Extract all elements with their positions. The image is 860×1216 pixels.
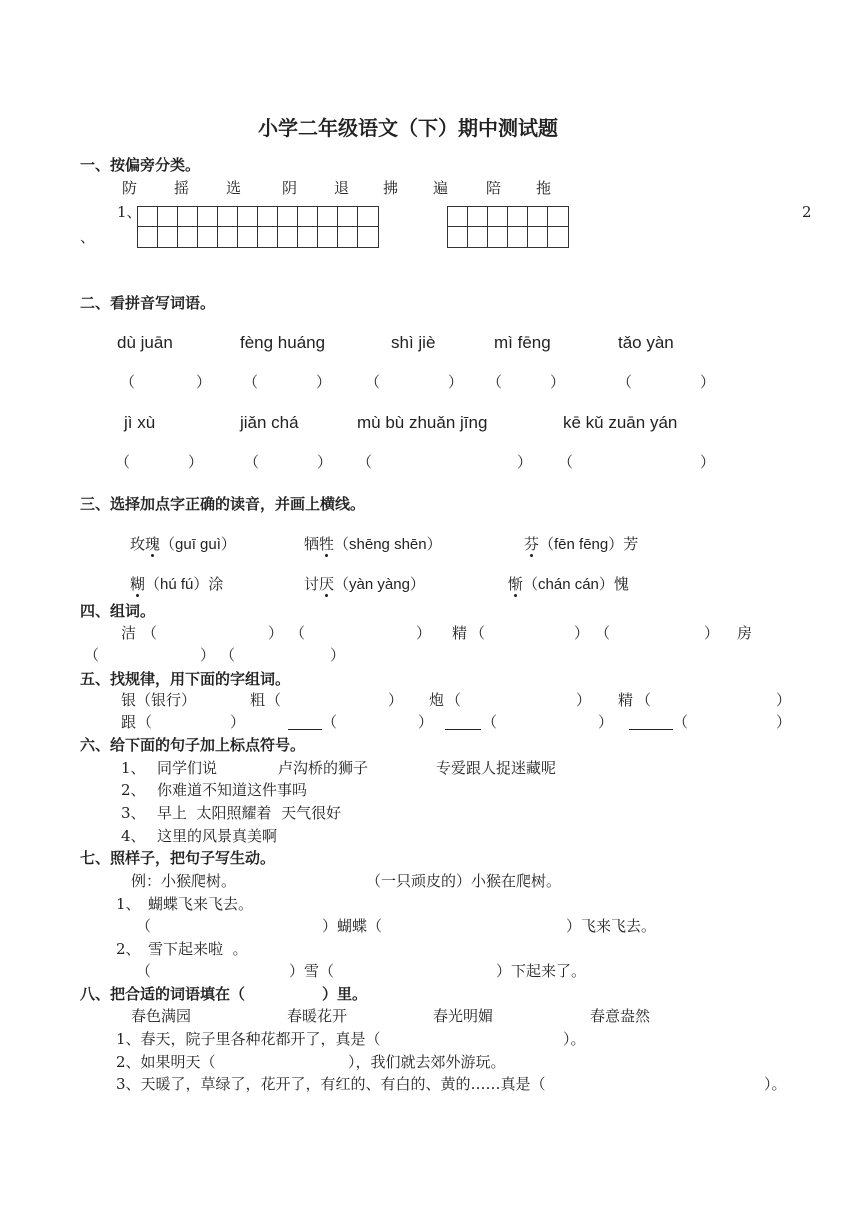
radical-char: 退 (334, 179, 350, 197)
radical-char: 防 (122, 179, 138, 197)
word-option: 春色满园 (131, 1007, 192, 1025)
radical-char: 选 (226, 179, 242, 197)
sentence-part: 这里的风景真美啊 (157, 827, 278, 845)
section-1-heading: 一、按偏旁分类。 (80, 156, 201, 174)
paren-close: ） (704, 624, 720, 642)
choice-item[interactable]: 牺牲（shēng shēn） (304, 535, 442, 553)
paren-close: ） (776, 691, 792, 709)
paren-close: ） (700, 373, 716, 391)
group-2-label-suffix: 、 (80, 228, 96, 246)
paren-open: （ (266, 691, 282, 709)
paren-close: ） (230, 713, 246, 731)
paren-open: （ (137, 713, 153, 731)
radical-char: 阴 (282, 179, 298, 197)
paren-open: （ (243, 373, 259, 391)
paren-open: （ (617, 373, 633, 391)
paren-close: ） (196, 373, 212, 391)
word-char: 炮 (429, 691, 445, 709)
paren-close: ） (200, 646, 216, 664)
paren-close: ） (268, 624, 284, 642)
example-text: （一只顽皮的）小猴在爬树。 (366, 872, 562, 890)
example-word: 银（银行） (121, 691, 197, 709)
fill-sentence: 1、春天，院子里各种花都开了，真是（ (116, 1030, 381, 1048)
answer-blank[interactable] (629, 715, 673, 733)
sentence-part: 同学们说 (157, 759, 218, 777)
paren-close: ） (517, 453, 533, 471)
page-title: 小学二年级语文（下）期中测试题 (258, 116, 558, 140)
paren-open: （ (636, 691, 652, 709)
word-char: 房 (737, 624, 753, 642)
fill-sentence-end: ）。 (764, 1075, 787, 1093)
sentence-part: 早上 太阳照耀着 天气很好 (157, 804, 342, 822)
paren-open: （ (446, 691, 462, 709)
paren-close: ） (700, 453, 716, 471)
paren-open: （ (290, 624, 306, 642)
paren-close: ） (418, 713, 434, 731)
item-number: 1、 (116, 895, 141, 913)
choice-item[interactable]: 糊（hú fú）涂 (130, 575, 224, 593)
pinyin: mù bù zhuǎn jīng (357, 413, 488, 432)
fill-sentence: 2、如果明天（ (116, 1053, 216, 1071)
section-8-heading: 八、把合适的词语填在（ (80, 985, 246, 1003)
paren-open: （ (120, 373, 136, 391)
paren-close: ） (550, 373, 566, 391)
item-number: 2、 (116, 940, 141, 958)
radical-char: 摇 (174, 179, 190, 197)
paren-close: ） (574, 624, 590, 642)
paren-close: ） (416, 624, 432, 642)
word-option: 春暖花开 (287, 1007, 348, 1025)
choice-item[interactable]: 芬（fēn fēng）芳 (524, 535, 639, 553)
paren-open: （ (142, 624, 158, 642)
section-6-heading: 六、给下面的句子加上标点符号。 (80, 736, 306, 754)
group-2-label: 2 (802, 203, 812, 221)
word-char: 跟 (121, 713, 137, 731)
word-option: 春光明媚 (433, 1007, 494, 1025)
paren-open: （ (673, 713, 689, 731)
paren-open: （ (482, 713, 498, 731)
section-4-heading: 四、组词。 (80, 602, 156, 620)
radical-char: 拂 (383, 179, 399, 197)
paren-open: （ (136, 962, 152, 980)
section-5-heading: 五、找规律，用下面的字组词。 (80, 670, 291, 688)
example-text: 例：小猴爬树。 (131, 872, 237, 890)
paren-open: （ (322, 713, 338, 731)
fill-sentence-end: ），我们就去郊外游玩。 (348, 1053, 506, 1071)
radical-char: 遍 (433, 179, 449, 197)
fill-sentence-end: ）。 (563, 1030, 586, 1048)
paren-open: （ (365, 373, 381, 391)
fill-text: ）雪（ (289, 962, 335, 980)
choice-item[interactable]: 讨厌（yàn yàng） (304, 575, 425, 593)
paren-open: （ (84, 646, 100, 664)
paren-close: ） (316, 373, 332, 391)
pinyin: jì xù (124, 413, 156, 432)
fill-text: ）蝴蝶（ (322, 917, 383, 935)
pinyin: dù juān (117, 333, 173, 352)
paren-open: （ (244, 453, 260, 471)
question-text: 蝴蝶飞来飞去。 (148, 895, 254, 913)
pinyin: kē kǔ zuān yán (563, 413, 678, 432)
paren-close: ） (330, 646, 346, 664)
word-char: 洁 (121, 624, 137, 642)
section-8-heading-end: ）里。 (322, 985, 368, 1003)
item-number: 4、 (121, 827, 146, 845)
paren-close: ） (598, 713, 614, 731)
sentence-part: 专爱跟人捉迷藏呢 (436, 759, 557, 777)
pinyin: jiǎn chá (240, 413, 299, 432)
question-text: 雪下起来啦 。 (148, 940, 248, 958)
fill-text: ）下起来了。 (496, 962, 587, 980)
sentence-part: 你难道不知道这件事吗 (157, 781, 308, 799)
paren-open: （ (115, 453, 131, 471)
paren-open: （ (357, 453, 373, 471)
item-number: 1、 (121, 759, 146, 777)
choice-item[interactable]: 玫瑰（guī guì） (130, 535, 236, 553)
fill-text: ）飞来飞去。 (566, 917, 657, 935)
writing-grid-1[interactable] (137, 206, 379, 248)
item-number: 3、 (121, 804, 146, 822)
pinyin: tǎo yàn (618, 333, 674, 352)
paren-close: ） (317, 453, 333, 471)
paren-close: ） (188, 453, 204, 471)
paren-close: ） (576, 691, 592, 709)
fill-sentence: 3、天暖了，草绿了，花开了，有红的、有白的、黄的……真是（ (116, 1075, 546, 1093)
pinyin: mì fēng (494, 333, 551, 352)
pinyin: shì jiè (391, 333, 436, 352)
paren-open: （ (487, 373, 503, 391)
word-char: 精 (618, 691, 634, 709)
pinyin: fèng huáng (240, 333, 326, 352)
word-char: 粗 (250, 691, 266, 709)
item-number: 2、 (121, 781, 146, 799)
word-option: 春意盎然 (590, 1007, 651, 1025)
paren-close: ） (776, 713, 792, 731)
sentence-part: 卢沟桥的狮子 (278, 759, 369, 777)
choice-item[interactable]: 惭（chán cán）愧 (508, 575, 629, 593)
radical-char: 拖 (536, 179, 552, 197)
word-char: 精 (452, 624, 468, 642)
section-7-heading: 七、照样子，把句子写生动。 (80, 849, 276, 867)
paren-open: （ (470, 624, 486, 642)
section-2-heading: 二、看拼音写词语。 (80, 294, 216, 312)
paren-open: （ (558, 453, 574, 471)
answer-blank[interactable] (445, 715, 481, 733)
paren-open: （ (136, 917, 152, 935)
radical-char: 陪 (486, 179, 502, 197)
answer-blank[interactable] (288, 715, 322, 733)
section-3-heading: 三、选择加点字正确的读音，并画上横线。 (80, 495, 366, 513)
group-1-label: 1、 (117, 203, 142, 221)
paren-open: （ (220, 646, 236, 664)
writing-grid-2[interactable] (447, 206, 569, 248)
paren-close: ） (388, 691, 404, 709)
paren-open: （ (595, 624, 611, 642)
paren-close: ） (448, 373, 464, 391)
